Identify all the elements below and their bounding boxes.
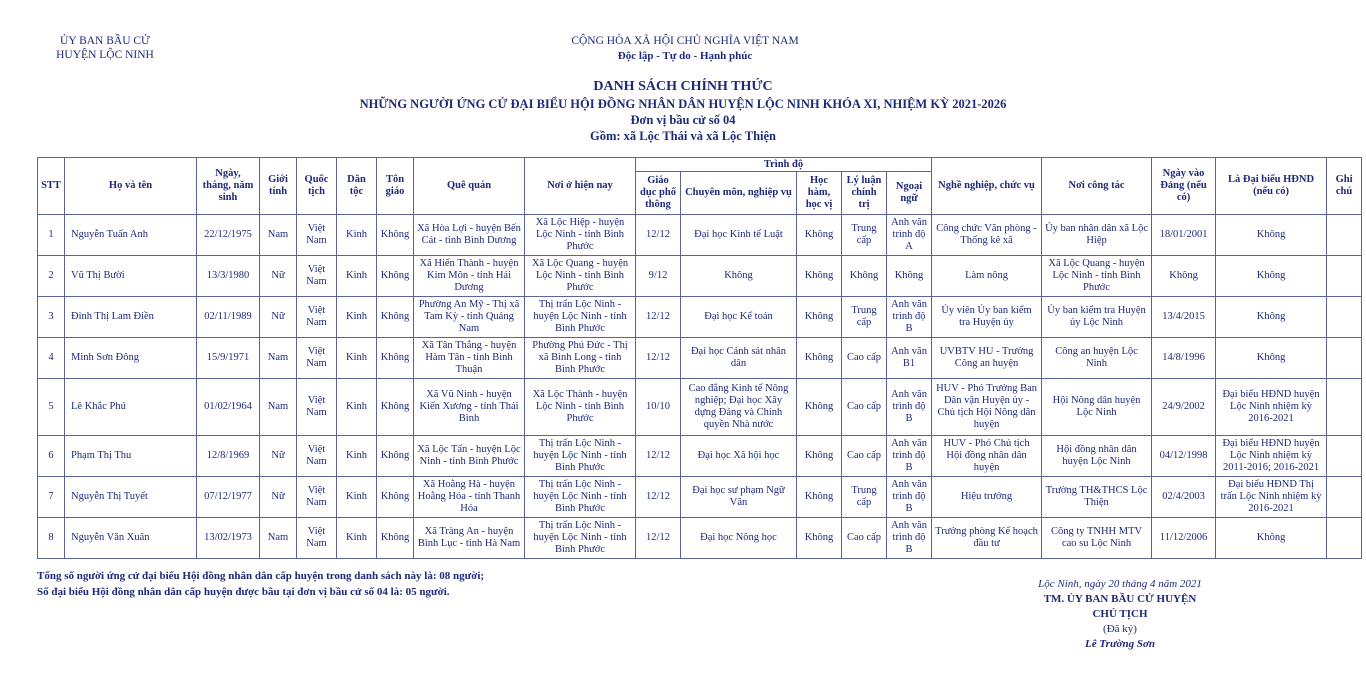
cell-residence: Xã Lộc Hiệp - huyện Lộc Ninh - tỉnh Bình Phước [525, 215, 636, 256]
col-stt: STT [38, 158, 65, 215]
cell-language: Anh văn trình độ B [887, 477, 932, 518]
cell-specialty: Đại học Kế toán [681, 297, 797, 338]
cell-residence: Thị trấn Lộc Ninh - huyện Lộc Ninh - tỉnh Bình Phước [525, 297, 636, 338]
cell-hometown: Xã Tân Thắng - huyện Hàm Tân - tỉnh Bình Thuận [414, 338, 525, 379]
cell-gender: Nữ [260, 436, 297, 477]
cell-dob: 07/12/1977 [197, 477, 260, 518]
cell-party-date: 24/9/2002 [1152, 379, 1216, 436]
cell-dob: 13/02/1973 [197, 518, 260, 559]
cell-dob: 01/02/1964 [197, 379, 260, 436]
cell-degree: Không [797, 477, 842, 518]
document-subtitle: NHỮNG NGƯỜI ỨNG CỬ ĐẠI BIỂU HỘI ĐỒNG NHÂN DÂN HUYỆN LỘC NINH KHÓA XI, NHIỆM KỲ 2021-2026 [359, 97, 1007, 111]
cell-ethnicity: Kinh [337, 297, 377, 338]
nation-name: CỘNG HÒA XÃ HỘI CHỦ NGHĨA VIỆT NAM [571, 35, 799, 47]
national-header [520, 34, 850, 64]
cell-name: Lê Khắc Phú [65, 379, 197, 436]
cell-ethnicity: Kinh [337, 518, 377, 559]
cell-nationality: Việt Nam [297, 477, 337, 518]
cell-degree: Không [797, 379, 842, 436]
table-row [38, 256, 1362, 297]
cell-delegate: Không [1216, 256, 1327, 297]
col-degree: Học hàm, học vị [797, 172, 842, 215]
cell-name: Minh Sơn Đông [65, 338, 197, 379]
cell-political: Cao cấp [842, 379, 887, 436]
cell-nationality: Việt Nam [297, 338, 337, 379]
cell-ethnicity: Kinh [337, 256, 377, 297]
cell-degree: Không [797, 518, 842, 559]
cell-job: Trưởng phòng Kế hoạch đầu tư [932, 518, 1042, 559]
cell-general: 9/12 [636, 256, 681, 297]
cell-job: Làm nông [932, 256, 1042, 297]
cell-party-date: 02/4/2003 [1152, 477, 1216, 518]
cell-gender: Nam [260, 338, 297, 379]
cell-religion: Không [377, 215, 414, 256]
cell-residence: Xã Lộc Thành - huyện Lộc Ninh - tỉnh Bình Phước [525, 379, 636, 436]
cell-language: Anh văn trình độ B [887, 297, 932, 338]
cell-specialty: Cao đẳng Kinh tế Nông nghiệp; Đại học Xây dựng Đảng và Chính quyền Nhà nước [681, 379, 797, 436]
cell-hometown: Xã Hòa Lợi - huyện Bến Cát - tỉnh Bình Dương [414, 215, 525, 256]
cell-ethnicity: Kinh [337, 338, 377, 379]
document-title: DANH SÁCH CHÍNH THỨC [593, 79, 773, 94]
col-religion: Tôn giáo [377, 158, 414, 215]
cell-delegate: Đại biểu HĐND Thị trấn Lộc Ninh nhiệm kỳ 2016-2021 [1216, 477, 1327, 518]
cell-general: 10/10 [636, 379, 681, 436]
candidate-rows [38, 215, 1362, 559]
cell-general: 12/12 [636, 297, 681, 338]
cell-political: Trung cấp [842, 477, 887, 518]
cell-language: Anh văn trình độ B [887, 518, 932, 559]
col-party-date: Ngày vào Đảng (nếu có) [1152, 158, 1216, 215]
cell-degree: Không [797, 297, 842, 338]
cell-degree: Không [797, 256, 842, 297]
cell-religion: Không [377, 379, 414, 436]
cell-job: Công chức Văn phòng - Thống kê xã [932, 215, 1042, 256]
cell-stt: 8 [38, 518, 65, 559]
col-specialty: Chuyên môn, nghiệp vụ [681, 172, 797, 215]
signed-note: (Đã ký) [1103, 623, 1137, 635]
cell-party-date: 04/12/1998 [1152, 436, 1216, 477]
candidate-table [37, 157, 1362, 559]
cell-delegate: Không [1216, 297, 1327, 338]
cell-job: UVBTV HU - Trưởng Công an huyện [932, 338, 1042, 379]
cell-nationality: Việt Nam [297, 379, 337, 436]
cell-name: Nguyễn Thị Tuyết [65, 477, 197, 518]
cell-nationality: Việt Nam [297, 215, 337, 256]
cell-note [1327, 477, 1362, 518]
cell-delegate: Đại biểu HĐND huyện Lộc Ninh nhiệm kỳ 2016-2021 [1216, 379, 1327, 436]
cell-language: Anh văn B1 [887, 338, 932, 379]
cell-name: Nguyễn Tuấn Anh [65, 215, 197, 256]
cell-name: Phạm Thị Thu [65, 436, 197, 477]
national-motto: Độc lập - Tự do - Hạnh phúc [617, 50, 753, 62]
cell-hometown: Phường An Mỹ - Thị xã Tam Kỳ - tỉnh Quảng Nam [414, 297, 525, 338]
cell-gender: Nam [260, 379, 297, 436]
cell-job: HUV - Phó Trưởng Ban Dân vận Huyện ủy - Chủ tịch Hội Nông dân huyện [932, 379, 1042, 436]
cell-hometown: Xã Tràng An - huyện Bình Lục - tỉnh Hà Nam [414, 518, 525, 559]
cell-general: 12/12 [636, 477, 681, 518]
cell-dob: 12/8/1969 [197, 436, 260, 477]
cell-dob: 02/11/1989 [197, 297, 260, 338]
cell-delegate: Không [1216, 338, 1327, 379]
cell-language: Không [887, 256, 932, 297]
cell-residence: Xã Lộc Quang - huyện Lộc Ninh - tỉnh Bình Phước [525, 256, 636, 297]
col-workplace: Nơi công tác [1042, 158, 1152, 215]
col-delegate: Là Đại biểu HĐND (nếu có) [1216, 158, 1327, 215]
col-gender: Giới tính [260, 158, 297, 215]
cell-language: Anh văn trình độ B [887, 436, 932, 477]
cell-hometown: Xã Hoằng Hà - huyện Hoằng Hóa - tỉnh Thanh Hóa [414, 477, 525, 518]
col-ethnicity: Dân tộc [337, 158, 377, 215]
cell-note [1327, 518, 1362, 559]
cell-dob: 15/9/1971 [197, 338, 260, 379]
cell-specialty: Đại học Nông học [681, 518, 797, 559]
table-row [38, 338, 1362, 379]
cell-name: Đinh Thị Lam Điền [65, 297, 197, 338]
cell-hometown: Xã Lộc Tấn - huyện Lộc Ninh - tỉnh Bình Phước [414, 436, 525, 477]
org-line-1: ỦY BAN BẦU CỬ [60, 35, 150, 47]
col-general-education: Giáo dục phổ thông [636, 172, 681, 215]
table-row [38, 215, 1362, 256]
col-education-group: Trình độ [636, 158, 932, 172]
signer-name: Lê Trường Sơn [1085, 638, 1155, 650]
cell-general: 12/12 [636, 436, 681, 477]
cell-name: Vũ Thị Bười [65, 256, 197, 297]
cell-ethnicity: Kinh [337, 477, 377, 518]
cell-delegate: Đại biểu HĐND huyện Lộc Ninh nhiệm kỳ 2011-2016; 2016-2021 [1216, 436, 1327, 477]
electoral-unit: Đơn vị bầu cử số 04 [630, 113, 736, 127]
col-nationality: Quốc tịch [297, 158, 337, 215]
signing-date: Lộc Ninh, ngày 20 tháng 4 năm 2021 [1038, 578, 1202, 590]
cell-gender: Nữ [260, 297, 297, 338]
signer-title: CHỦ TỊCH [1092, 608, 1148, 620]
cell-job: HUV - Phó Chủ tịch Hội đồng nhân dân huyện [932, 436, 1042, 477]
cell-degree: Không [797, 436, 842, 477]
cell-job: Hiệu trưởng [932, 477, 1042, 518]
cell-stt: 2 [38, 256, 65, 297]
cell-ethnicity: Kinh [337, 379, 377, 436]
cell-party-date: 11/12/2006 [1152, 518, 1216, 559]
cell-dob: 13/3/1980 [197, 256, 260, 297]
signature-block [1020, 577, 1220, 652]
cell-residence: Thị trấn Lộc Ninh - huyện Lộc Ninh - tỉnh Bình Phước [525, 436, 636, 477]
cell-residence: Thị trấn Lộc Ninh - huyện Lộc Ninh - tỉnh Bình Phước [525, 477, 636, 518]
cell-ethnicity: Kinh [337, 215, 377, 256]
cell-workplace: Hội đồng nhân dân huyện Lộc Ninh [1042, 436, 1152, 477]
cell-nationality: Việt Nam [297, 436, 337, 477]
cell-general: 12/12 [636, 518, 681, 559]
cell-specialty: Đại học Cảnh sát nhân dân [681, 338, 797, 379]
cell-party-date: 14/8/1996 [1152, 338, 1216, 379]
cell-stt: 1 [38, 215, 65, 256]
cell-religion: Không [377, 436, 414, 477]
signing-organization: TM. ỦY BAN BẦU CỬ HUYỆN [1043, 593, 1197, 605]
cell-specialty: Không [681, 256, 797, 297]
table-row [38, 477, 1362, 518]
issuing-organization [30, 34, 180, 62]
cell-dob: 22/12/1975 [197, 215, 260, 256]
cell-general: 12/12 [636, 215, 681, 256]
cell-gender: Nam [260, 518, 297, 559]
cell-delegate: Không [1216, 518, 1327, 559]
cell-residence: Phường Phú Đức - Thị xã Bình Long - tỉnh Bình Phước [525, 338, 636, 379]
cell-political: Trung cấp [842, 215, 887, 256]
cell-religion: Không [377, 477, 414, 518]
cell-gender: Nữ [260, 256, 297, 297]
summary [37, 568, 484, 600]
col-job: Nghề nghiệp, chức vụ [932, 158, 1042, 215]
cell-political: Trung cấp [842, 297, 887, 338]
cell-nationality: Việt Nam [297, 256, 337, 297]
cell-degree: Không [797, 215, 842, 256]
summary-total-candidates: Tổng số người ứng cử đại biểu Hội đồng nhân dân cấp huyện trong danh sách này là: 08 người; [37, 570, 485, 582]
cell-religion: Không [377, 338, 414, 379]
cell-gender: Nam [260, 215, 297, 256]
cell-delegate: Không [1216, 215, 1327, 256]
cell-religion: Không [377, 518, 414, 559]
cell-workplace: Trường TH&THCS Lộc Thiện [1042, 477, 1152, 518]
cell-note [1327, 338, 1362, 379]
cell-nationality: Việt Nam [297, 518, 337, 559]
cell-workplace: Công ty TNHH MTV cao su Lộc Ninh [1042, 518, 1152, 559]
col-hometown: Quê quán [414, 158, 525, 215]
cell-stt: 6 [38, 436, 65, 477]
cell-religion: Không [377, 256, 414, 297]
cell-religion: Không [377, 297, 414, 338]
cell-specialty: Đại học Xã hội học [681, 436, 797, 477]
cell-name: Nguyễn Văn Xuân [65, 518, 197, 559]
cell-workplace: Ủy ban nhân dân xã Lộc Hiệp [1042, 215, 1152, 256]
cell-political: Không [842, 256, 887, 297]
table-row [38, 518, 1362, 559]
cell-stt: 3 [38, 297, 65, 338]
cell-party-date: Không [1152, 256, 1216, 297]
cell-general: 12/12 [636, 338, 681, 379]
cell-language: Anh văn trình độ A [887, 215, 932, 256]
table-row [38, 297, 1362, 338]
cell-language: Anh văn trình độ B [887, 379, 932, 436]
org-line-2: HUYỆN LỘC NINH [56, 49, 154, 61]
col-name: Họ và tên [65, 158, 197, 215]
electoral-unit-members: Gồm: xã Lộc Thái và xã Lộc Thiện [589, 129, 777, 143]
cell-ethnicity: Kinh [337, 436, 377, 477]
cell-workplace: Ủy ban kiểm tra Huyện ủy Lộc Ninh [1042, 297, 1152, 338]
cell-stt: 7 [38, 477, 65, 518]
cell-residence: Thị trấn Lộc Ninh - huyện Lộc Ninh - tỉnh Bình Phước [525, 518, 636, 559]
col-residence: Nơi ở hiện nay [525, 158, 636, 215]
cell-workplace: Hội Nông dân huyện Lộc Ninh [1042, 379, 1152, 436]
col-foreign-language: Ngoại ngữ [887, 172, 932, 215]
table-row [38, 436, 1362, 477]
cell-gender: Nữ [260, 477, 297, 518]
cell-workplace: Công an huyện Lộc Ninh [1042, 338, 1152, 379]
cell-party-date: 18/01/2001 [1152, 215, 1216, 256]
cell-note [1327, 256, 1362, 297]
cell-political: Cao cấp [842, 518, 887, 559]
cell-note [1327, 215, 1362, 256]
cell-stt: 5 [38, 379, 65, 436]
cell-note [1327, 297, 1362, 338]
col-dob: Ngày, tháng, năm sinh [197, 158, 260, 215]
cell-hometown: Xã Vũ Ninh - huyện Kiến Xương - tỉnh Thái Bình [414, 379, 525, 436]
cell-nationality: Việt Nam [297, 297, 337, 338]
cell-hometown: Xã Hiến Thành - huyện Kim Môn - tỉnh Hải Dương [414, 256, 525, 297]
cell-stt: 4 [38, 338, 65, 379]
cell-specialty: Đại học sư phạm Ngữ Văn [681, 477, 797, 518]
cell-note [1327, 379, 1362, 436]
col-political-theory: Lý luận chính trị [842, 172, 887, 215]
cell-note [1327, 436, 1362, 477]
cell-workplace: Xã Lộc Quang - huyện Lộc Ninh - tỉnh Bình Phước [1042, 256, 1152, 297]
cell-party-date: 13/4/2015 [1152, 297, 1216, 338]
cell-specialty: Đại học Kinh tế Luật [681, 215, 797, 256]
summary-seats: Số đại biểu Hội đồng nhân dân cấp huyện được bầu tại đơn vị bầu cử số 04 là: 05 người. [37, 586, 450, 598]
cell-political: Cao cấp [842, 436, 887, 477]
cell-degree: Không [797, 338, 842, 379]
cell-job: Ủy viên Ủy ban kiểm tra Huyện ủy [932, 297, 1042, 338]
document-titles [300, 79, 1066, 144]
cell-political: Cao cấp [842, 338, 887, 379]
col-note: Ghi chú [1327, 158, 1362, 215]
table-row [38, 379, 1362, 436]
